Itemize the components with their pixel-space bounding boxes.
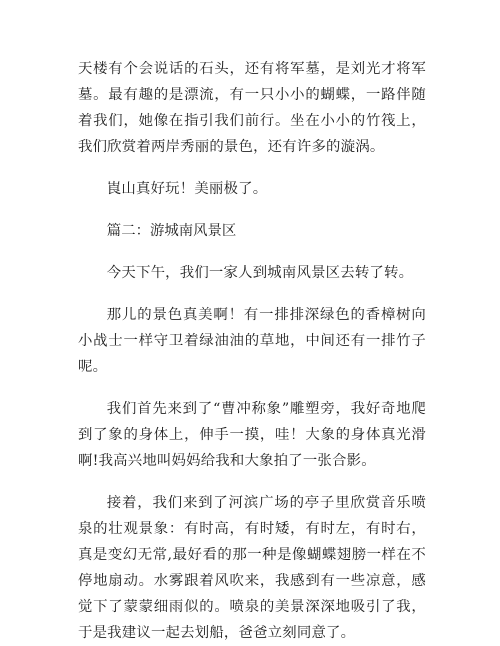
- paragraph-summary: 崀山真好玩！美丽极了。: [106, 181, 268, 197]
- paragraph-continued: 天楼有个会说话的石头，还有将军墓，是刘光才将军墓。最有趣的是漂流，有一只小小的蝴蝶，一路伴随着我们，她像在指引我们前行。坐在小小的竹筏上，我们欣赏着两岸秀丽的景色，还有许多的漩涡。: [78, 61, 426, 155]
- document-page: [78, 56, 426, 646]
- paragraph-statue: 我们首先来到了“曹冲称象”雕塑旁，我好奇地爬到了象的身体上，伸手一摸，哇！大象的身体真光滑啊!我高兴地叫妈妈给我和大象拍了一张合影。: [78, 401, 426, 469]
- paragraph-intro: 今天下午，我们一家人到城南风景区去转了转。: [106, 265, 414, 281]
- paragraph-scenery: 那儿的景色真美啊！有一排排深绿色的香樟树向小战士一样守卫着绿油油的草地，中间还有一排竹子呢。: [78, 307, 426, 375]
- section-heading: 篇二：游城南风景区: [106, 223, 237, 239]
- paragraph-fountain: 接着，我们来到了河滨广场的亭子里欣赏音乐喷泉的壮观景象：有时高，有时矮，有时左，有时右，真是变幻无常,最好看的那一种是像蝴蝶翅膀一样在不停地扇动。水雾跟着风吹来，我感到有一些凉意，感觉下了蒙蒙细雨似的。喷泉的美景深深地吸引了我，于是我建议一起去划船，爸爸立刻同意了。: [78, 495, 426, 641]
